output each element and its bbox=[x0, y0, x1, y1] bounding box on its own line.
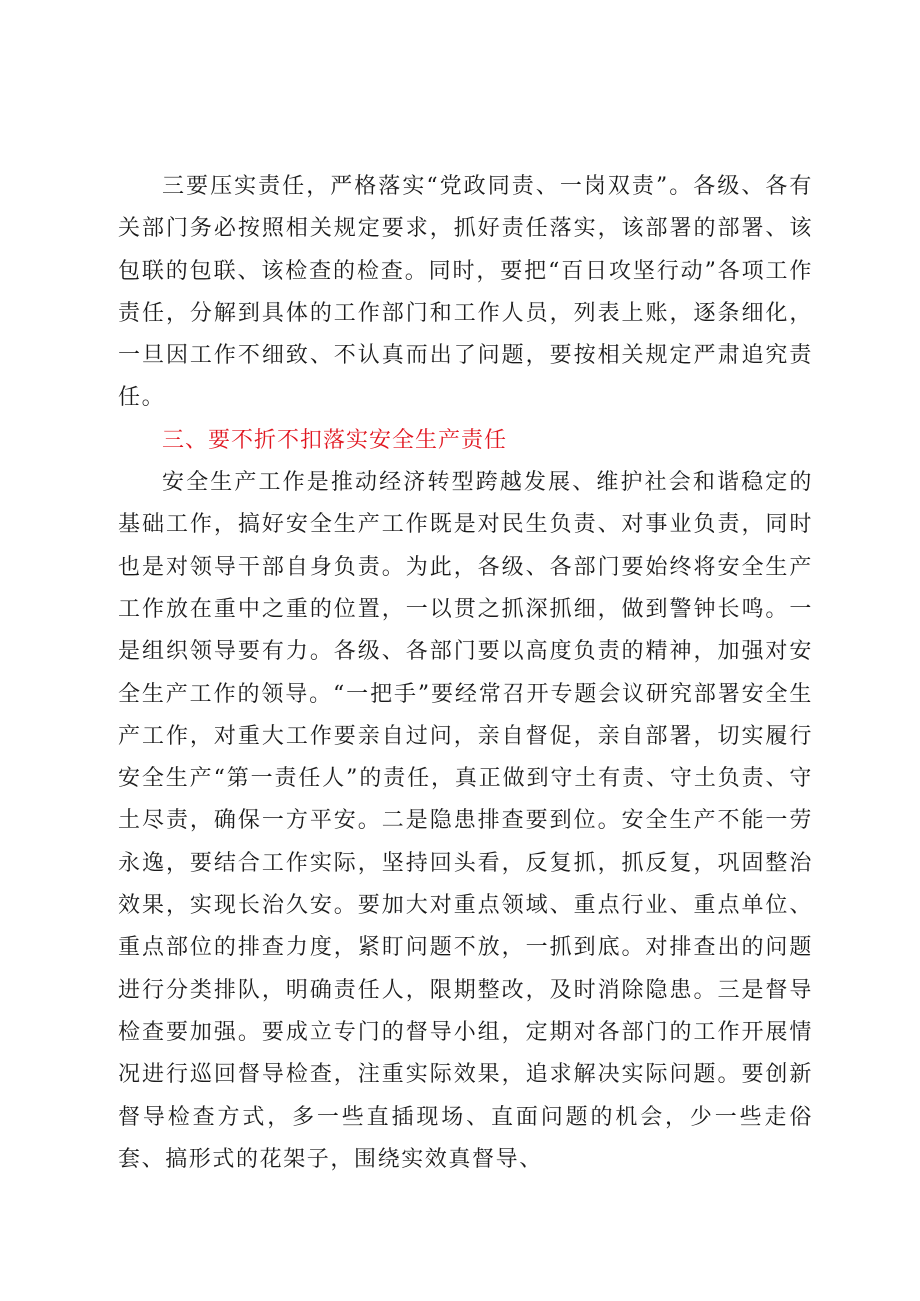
section-heading-3: 三、要不折不扣落实安全生产责任 bbox=[162, 427, 508, 453]
document-body bbox=[118, 166, 813, 1181]
paragraph-safety-production: 安全生产工作是推动经济转型跨越发展、维护社会和谐稳定的基础工作，搞好安全生产工作既是对民生负责、对事业负责，同时也是对领导干部自身负责。为此，各级、各部门要始终将安全生产工作放在重中之重的位置，一以贯之抓深抓细，做到警钟长鸣。一是组织领导要有力。各级、各部门要以高度负责的精神，加强对安全生产工作的领导。“一把手”要经常召开专题会议研究部署安全生产工作，对重大工作要亲自过问，亲自督促，亲自部署，切实履行安全生产“第一责任人”的责任，真正做到守土有责、守土负责、守土尽责，确保一方平安。二是隐患排查要到位。安全生产不能一劳永逸，要结合工作实际，坚持回头看，反复抓，抓反复，巩固整治效果，实现长治久安。要加大对重点领域、重点行业、重点单位、重点部位的排查力度，紧盯问题不放，一抓到底。对排查出的问题进行分类排队，明确责任人，限期整改，及时消除隐患。三是督导检查要加强。要成立专门的督导小组，定期对各部门的工作开展情况进行巡回督导检查，注重实际效果，追求解决实际问题。要创新督导检查方式，多一些直插现场、直面问题的机会，少一些走俗套、搞形式的花架子，围绕实效真督导、 bbox=[118, 470, 813, 1172]
paragraph-responsibility: 三要压实责任，严格落实“党政同责、一岗双责”。各级、各有关部门务必按照相关规定要求，抓好责任落实，该部署的部署、该包联的包联、该检查的检查。同时，要把“百日攻坚行动”各项工作责任，分解到具体的工作部门和工作人员，列表上账，逐条细化，一旦因工作不细致、不认真而出了问题，要按相关规定严肃追究责任。 bbox=[118, 174, 813, 411]
